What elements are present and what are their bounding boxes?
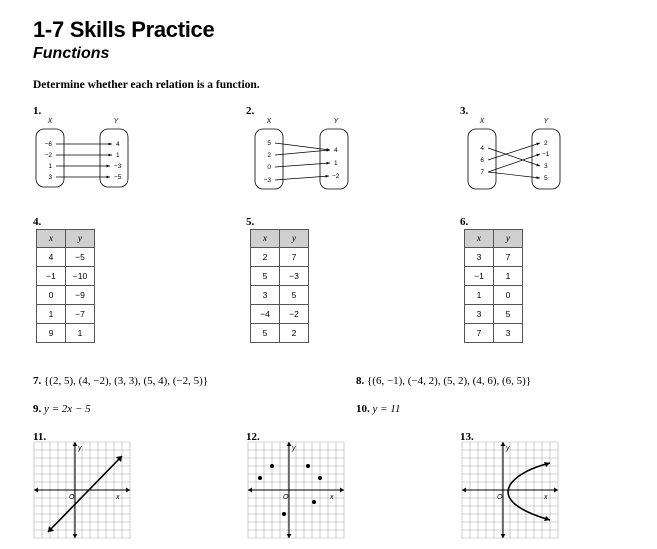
graph-12-point <box>282 512 286 516</box>
problem-9-number: 9. <box>33 403 42 415</box>
graph-11-x-label: x <box>116 494 120 501</box>
table-6-head-y: y <box>494 230 523 248</box>
table-row: 5 2 <box>251 324 309 343</box>
problem-12-number: 12. <box>246 431 260 443</box>
problem-2-number: 2. <box>246 105 255 117</box>
table-row: 0 −9 <box>37 286 95 305</box>
mapping-3-domain-2: 7 <box>480 169 484 176</box>
table-row: 4 −5 <box>37 248 95 267</box>
mapping-1-range-1: 1 <box>116 152 120 159</box>
graph-11 <box>32 440 132 540</box>
mapping-1-range-2: −3 <box>114 163 122 170</box>
table-row: −1 1 <box>465 267 523 286</box>
mapping-diagram-1 <box>30 112 140 194</box>
table-row: 3 5 <box>465 305 523 324</box>
table-row: 3 7 <box>465 248 523 267</box>
graph-11-line <box>48 456 122 532</box>
mapping-2-range-0: 4 <box>334 147 338 154</box>
mapping-2-range-2: −2 <box>332 173 340 180</box>
problem-3-number: 3. <box>460 105 469 117</box>
graph-13 <box>460 440 560 540</box>
mapping-1-range-0: 4 <box>116 141 120 148</box>
graph-13-x-label: x <box>544 494 548 501</box>
mapping-2-range-oval <box>320 129 348 189</box>
problem-10-text: y = 11 <box>372 403 401 415</box>
table-row: 3 5 <box>251 286 309 305</box>
table-5-head-x: x <box>251 230 280 248</box>
problem-11-number: 11. <box>33 431 47 443</box>
mapping-3-x-label: X <box>479 118 485 125</box>
mapping-1-x-label: X <box>47 118 53 125</box>
problem-9-text: y = 2x − 5 <box>44 403 91 415</box>
mapping-1-domain-3: 3 <box>48 174 52 181</box>
graph-12-origin: O <box>283 494 289 501</box>
table-row: 9 1 <box>37 324 95 343</box>
mapping-1-domain-1: −2 <box>44 152 52 159</box>
mapping-3-y-label: Y <box>543 118 549 125</box>
table-row: 7 3 <box>465 324 523 343</box>
problem-10-number: 10. <box>356 403 370 415</box>
mapping-2-domain-2: 0 <box>267 164 271 171</box>
mapping-3-range-2: 3 <box>544 163 548 170</box>
mapping-1-domain-0: −6 <box>44 141 52 148</box>
graph-12-point <box>306 464 310 468</box>
problem-7-number: 7. <box>33 375 42 387</box>
mapping-3-range-0: 2 <box>544 140 548 147</box>
problem-7 <box>33 375 208 387</box>
problem-6-number: 6. <box>460 216 469 228</box>
mapping-1-domain-2: 1 <box>48 163 52 170</box>
problem-8 <box>356 375 531 387</box>
problem-9 <box>33 403 91 415</box>
problem-4-number: 4. <box>33 216 42 228</box>
mapping-3-domain-1: 6 <box>480 157 484 164</box>
mapping-1-range-3: −5 <box>114 174 122 181</box>
problem-1-number: 1. <box>33 105 42 117</box>
instructions: Determine whether each relation is a function. <box>33 79 260 91</box>
table-5 <box>250 229 309 343</box>
mapping-3-domain-0: 4 <box>480 145 484 152</box>
table-5-head-y: y <box>280 230 309 248</box>
problem-7-text: {(2, 5), (4, −2), (3, 3), (5, 4), (−2, 5)} <box>44 375 209 387</box>
table-row: 1 −7 <box>37 305 95 324</box>
graph-12 <box>246 440 346 540</box>
page-subtitle: Functions <box>33 45 110 62</box>
mapping-2-x-label: X <box>266 118 272 125</box>
table-row: −4 −2 <box>251 305 309 324</box>
table-4-head-y: y <box>66 230 95 248</box>
mapping-2-range-1: 1 <box>334 160 338 167</box>
graph-12-y-label: y <box>292 445 296 452</box>
mapping-1-y-label: Y <box>113 118 119 125</box>
graph-13-curve-arrows <box>544 462 550 521</box>
table-row: −1 −10 <box>37 267 95 286</box>
mapping-2-y-label: Y <box>333 118 339 125</box>
graph-12-point <box>258 476 262 480</box>
graph-11-y-label: y <box>78 445 82 452</box>
table-row: 1 0 <box>465 286 523 305</box>
table-6 <box>464 229 523 343</box>
page-title: 1-7 Skills Practice <box>33 17 215 42</box>
graph-13-origin: O <box>497 494 503 501</box>
graph-13-curve <box>508 463 550 520</box>
graph-12-x-label: x <box>330 494 334 501</box>
graph-12-point <box>318 476 322 480</box>
problem-8-number: 8. <box>356 375 365 387</box>
graph-12-point <box>312 500 316 504</box>
table-row: 2 7 <box>251 248 309 267</box>
mapping-diagram-2 <box>245 112 360 194</box>
mapping-2-domain-3: −3 <box>263 177 271 184</box>
table-4-head-x: x <box>37 230 66 248</box>
table-4 <box>36 229 95 343</box>
mapping-diagram-3 <box>462 112 567 194</box>
mapping-2-domain-0: 5 <box>267 140 271 147</box>
graph-13-y-label: y <box>506 445 510 452</box>
graph-12-point <box>270 464 274 468</box>
problem-8-text: {(6, −1), (−4, 2), (5, 2), (4, 6), (6, 5)} <box>367 375 532 387</box>
problem-5-number: 5. <box>246 216 255 228</box>
problem-10 <box>356 403 401 415</box>
table-6-head-x: x <box>465 230 494 248</box>
mapping-3-range-3: 5 <box>544 175 548 182</box>
mapping-3-range-1: −1 <box>542 151 550 158</box>
table-row: 5 −3 <box>251 267 309 286</box>
problem-13-number: 13. <box>460 431 474 443</box>
mapping-2-domain-1: 2 <box>267 152 271 159</box>
graph-11-origin: O <box>69 494 75 501</box>
